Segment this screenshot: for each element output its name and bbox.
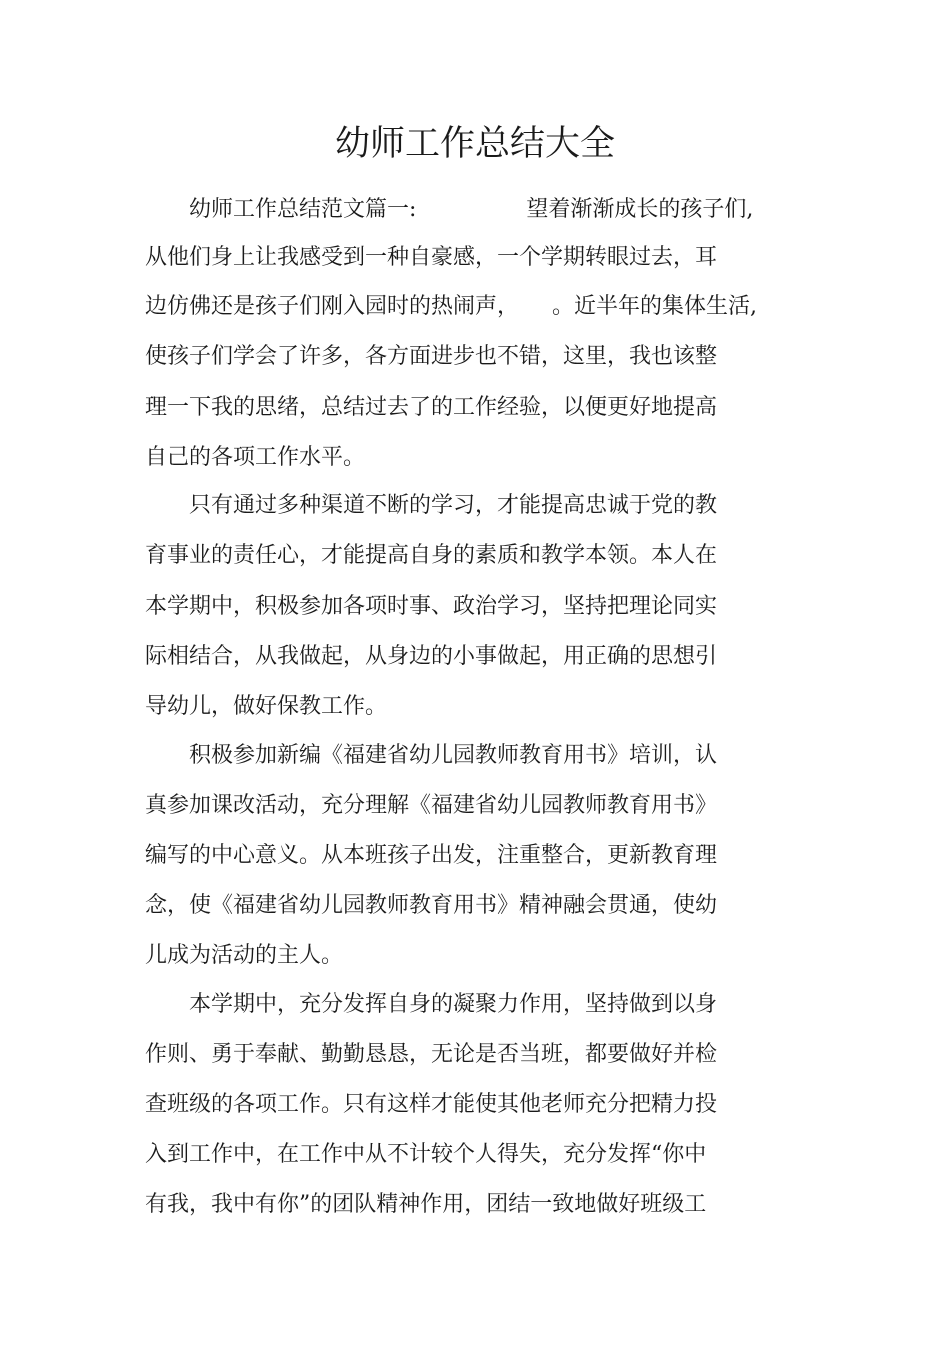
text-line: 只有通过多种渠道不断的学习，才能提高忠诚于党的教: [145, 493, 718, 518]
text-line: 积极参加新编《福建省幼儿园教师教育用书》培训，认: [145, 743, 718, 768]
text-line: 边仿佛还是孩子们刚入园时的热闹声， 。近半年的集体生活,: [145, 294, 757, 319]
text-line: 理一下我的思绪，总结过去了的工作经验，以便更好地提高: [145, 395, 718, 420]
text-line: 自己的各项工作水平。: [145, 445, 366, 470]
document-title: 幼师工作总结大全: [334, 124, 615, 164]
text-line: 儿成为活动的主人。: [145, 943, 344, 968]
text-line: 有我，我中有你”的团队精神作用，团结一致地做好班级工: [145, 1192, 707, 1217]
text-line: 念，使《福建省幼儿园教师教育用书》精神融会贯通，使幼: [145, 893, 718, 918]
text-line: 际相结合，从我做起，从身边的小事做起，用正确的思想引: [145, 644, 718, 669]
text-line: 入到工作中，在工作中从不计较个人得失，充分发挥“你中: [145, 1142, 707, 1167]
text-line: 作则、勇于奉献、勤勤恳恳，无论是否当班，都要做好并检: [145, 1042, 718, 1067]
text-line: 从他们身上让我感受到一种自豪感，一个学期转眼过去，耳: [145, 245, 718, 270]
text-line: 使孩子们学会了许多，各方面进步也不错，这里，我也该整: [145, 344, 718, 369]
text-line: 编写的中心意义。从本班孩子出发，注重整合，更新教育理: [145, 843, 718, 868]
text-line: 本学期中，充分发挥自身的凝聚力作用，坚持做到以身: [145, 992, 718, 1017]
text-line: 幼师工作总结范文篇一: 望着渐渐成长的孩子们,: [145, 197, 754, 222]
text-line: 导幼儿，做好保教工作。: [145, 694, 388, 719]
text-line: 育事业的责任心，才能提高自身的素质和教学本领。本人在: [145, 543, 718, 568]
text-line: 查班级的各项工作。只有这样才能使其他老师充分把精力投: [145, 1092, 718, 1117]
text-line: 本学期中，积极参加各项时事、政治学习，坚持把理论同实: [145, 594, 718, 619]
text-line: 真参加课改活动，充分理解《福建省幼儿园教师教育用书》: [145, 793, 718, 818]
